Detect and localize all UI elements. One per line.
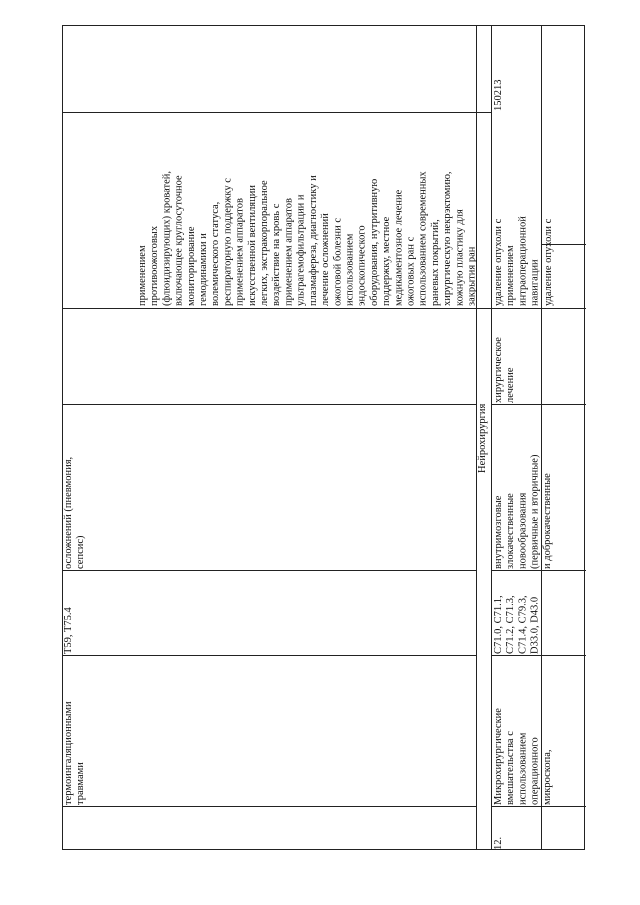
prev-row-type-cell — [63, 308, 93, 403]
row-12-name-cell: Микрохирургические вмешательства с использованием операционного микроскопа, — [493, 708, 553, 805]
col-sep-6 — [63, 806, 476, 807]
medical-care-table — [62, 25, 585, 850]
prev-row-codes-cell: T59, T75.4 — [63, 607, 74, 654]
row-12-cost-cell: 150213 — [493, 79, 504, 111]
row-12-type-cell: хирургическое лечение — [493, 337, 517, 403]
prev-row-model-cell: осложнений (пневмония, сепсис) — [63, 456, 87, 569]
col-sep-3 — [63, 404, 476, 405]
col-sep-5 — [63, 655, 476, 656]
prev-row-name-cell: термоингаляционными травмами — [63, 701, 87, 805]
row-12-number: 12. — [493, 836, 504, 850]
row-12-codes-cell: C71.0, C71.1, C71.2, C71.3, C71.4, C79.3, D33.0, D43.0 — [493, 595, 541, 654]
col-sep-4 — [63, 570, 476, 571]
section-title: Нейрохирургия — [477, 403, 488, 474]
prev-row-method-cell: применением противоожоговых (флюидизирующих) кроватей, включающее круглосуточное мониторирование гемодинамики и волемического статуса, респираторную поддержку с применением аппаратов искусственной вентиляции легких, экстракорпоральное воздействие на кровь с применением аппаратов ультрагемофильтрации и плазмафереза, диагностику и лечение осложнений ожоговой болезни с использованием эндоскопического оборудования, нутритивную поддержку, местное медикаментозное лечение ожоговых ран с использованием современных раневых покрытий, хирургическую некрэктомию, кожную пластику для закрытия ран — [137, 170, 478, 306]
row-12-method-cell-2: удаление опухоли с — [543, 218, 554, 306]
row-12-method-cell-1: удаление опухоли с применением интраоперационной навигации — [493, 216, 541, 306]
row-12-model-cell: внутримозговые злокачественные новообразования (первичные и вторичные) и доброкачественные — [493, 454, 553, 569]
section-separator-left — [491, 26, 492, 849]
